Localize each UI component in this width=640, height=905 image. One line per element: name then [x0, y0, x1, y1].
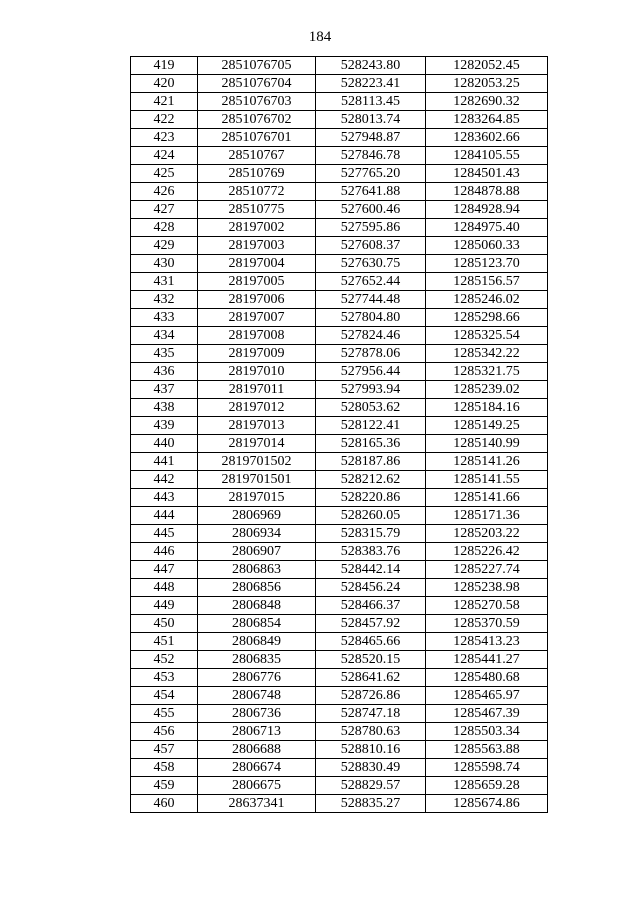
x-coordinate-cell: 527641.88: [316, 183, 426, 201]
table-row: [131, 273, 548, 291]
x-coordinate-cell: 527595.86: [316, 219, 426, 237]
y-coordinate-cell: 1285674.86: [426, 795, 548, 813]
point-number-cell: 435: [131, 345, 198, 363]
table-row: [131, 597, 548, 615]
x-coordinate-cell: 527956.44: [316, 363, 426, 381]
x-coordinate-cell: 528243.80: [316, 57, 426, 75]
point-number-cell: 437: [131, 381, 198, 399]
table-row: [131, 327, 548, 345]
table-row: [131, 237, 548, 255]
point-number-cell: 445: [131, 525, 198, 543]
x-coordinate-cell: 527878.06: [316, 345, 426, 363]
y-coordinate-cell: 1285141.66: [426, 489, 548, 507]
y-coordinate-cell: 1284975.40: [426, 219, 548, 237]
point-id-cell: 28637341: [198, 795, 316, 813]
point-id-cell: 2806863: [198, 561, 316, 579]
y-coordinate-cell: 1285184.16: [426, 399, 548, 417]
point-id-cell: 2806675: [198, 777, 316, 795]
point-id-cell: 28197003: [198, 237, 316, 255]
table-row: [131, 417, 548, 435]
point-number-cell: 450: [131, 615, 198, 633]
point-number-cell: 422: [131, 111, 198, 129]
point-number-cell: 438: [131, 399, 198, 417]
x-coordinate-cell: 528726.86: [316, 687, 426, 705]
y-coordinate-cell: 1285270.58: [426, 597, 548, 615]
point-id-cell: 2851076704: [198, 75, 316, 93]
point-number-cell: 456: [131, 723, 198, 741]
x-coordinate-cell: 528220.86: [316, 489, 426, 507]
table-row: [131, 615, 548, 633]
x-coordinate-cell: 527652.44: [316, 273, 426, 291]
x-coordinate-cell: 527630.75: [316, 255, 426, 273]
y-coordinate-cell: 1285238.98: [426, 579, 548, 597]
point-id-cell: 28197007: [198, 309, 316, 327]
x-coordinate-cell: 528810.16: [316, 741, 426, 759]
point-id-cell: 28197015: [198, 489, 316, 507]
x-coordinate-cell: 527824.46: [316, 327, 426, 345]
table-row: [131, 111, 548, 129]
table-row: [131, 75, 548, 93]
point-id-cell: 28197006: [198, 291, 316, 309]
table-row: [131, 687, 548, 705]
point-number-cell: 431: [131, 273, 198, 291]
point-id-cell: 2851076701: [198, 129, 316, 147]
x-coordinate-cell: 528113.45: [316, 93, 426, 111]
y-coordinate-cell: 1284501.43: [426, 165, 548, 183]
point-number-cell: 442: [131, 471, 198, 489]
y-coordinate-cell: 1285239.02: [426, 381, 548, 399]
y-coordinate-cell: 1285226.42: [426, 543, 548, 561]
table-row: [131, 561, 548, 579]
x-coordinate-cell: 527608.37: [316, 237, 426, 255]
table-row: [131, 201, 548, 219]
y-coordinate-cell: 1285342.22: [426, 345, 548, 363]
point-id-cell: 28510767: [198, 147, 316, 165]
point-id-cell: 2819701502: [198, 453, 316, 471]
x-coordinate-cell: 528442.14: [316, 561, 426, 579]
point-number-cell: 432: [131, 291, 198, 309]
point-number-cell: 457: [131, 741, 198, 759]
point-id-cell: 28197002: [198, 219, 316, 237]
table-row: [131, 435, 548, 453]
point-id-cell: 2806748: [198, 687, 316, 705]
y-coordinate-cell: 1285227.74: [426, 561, 548, 579]
point-id-cell: 28197005: [198, 273, 316, 291]
point-id-cell: 2806848: [198, 597, 316, 615]
table-row: [131, 57, 548, 75]
table-row: [131, 147, 548, 165]
x-coordinate-cell: 527948.87: [316, 129, 426, 147]
point-number-cell: 429: [131, 237, 198, 255]
point-number-cell: 427: [131, 201, 198, 219]
point-number-cell: 426: [131, 183, 198, 201]
y-coordinate-cell: 1282690.32: [426, 93, 548, 111]
point-id-cell: 2806776: [198, 669, 316, 687]
x-coordinate-cell: 528780.63: [316, 723, 426, 741]
x-coordinate-cell: 528260.05: [316, 507, 426, 525]
point-number-cell: 460: [131, 795, 198, 813]
x-coordinate-cell: 527765.20: [316, 165, 426, 183]
point-number-cell: 425: [131, 165, 198, 183]
point-id-cell: 28197013: [198, 417, 316, 435]
point-id-cell: 2806713: [198, 723, 316, 741]
x-coordinate-cell: 527600.46: [316, 201, 426, 219]
point-number-cell: 439: [131, 417, 198, 435]
point-id-cell: 28510772: [198, 183, 316, 201]
y-coordinate-cell: 1285141.55: [426, 471, 548, 489]
point-id-cell: 2806688: [198, 741, 316, 759]
y-coordinate-cell: 1285370.59: [426, 615, 548, 633]
x-coordinate-cell: 528456.24: [316, 579, 426, 597]
y-coordinate-cell: 1285321.75: [426, 363, 548, 381]
x-coordinate-cell: 528383.76: [316, 543, 426, 561]
point-id-cell: 2806736: [198, 705, 316, 723]
point-number-cell: 448: [131, 579, 198, 597]
table-row: [131, 507, 548, 525]
point-id-cell: 2806907: [198, 543, 316, 561]
point-number-cell: 420: [131, 75, 198, 93]
point-id-cell: 2806849: [198, 633, 316, 651]
y-coordinate-cell: 1285503.34: [426, 723, 548, 741]
table-row: [131, 309, 548, 327]
point-number-cell: 458: [131, 759, 198, 777]
point-number-cell: 440: [131, 435, 198, 453]
x-coordinate-cell: 528830.49: [316, 759, 426, 777]
point-id-cell: 28197008: [198, 327, 316, 345]
point-id-cell: 2806856: [198, 579, 316, 597]
y-coordinate-cell: 1285563.88: [426, 741, 548, 759]
x-coordinate-cell: 528641.62: [316, 669, 426, 687]
table-row: [131, 363, 548, 381]
point-number-cell: 459: [131, 777, 198, 795]
x-coordinate-cell: 528223.41: [316, 75, 426, 93]
point-number-cell: 434: [131, 327, 198, 345]
y-coordinate-cell: 1285480.68: [426, 669, 548, 687]
point-number-cell: 444: [131, 507, 198, 525]
table-row: [131, 741, 548, 759]
y-coordinate-cell: 1285467.39: [426, 705, 548, 723]
table-row: [131, 525, 548, 543]
x-coordinate-cell: 527993.94: [316, 381, 426, 399]
y-coordinate-cell: 1284105.55: [426, 147, 548, 165]
point-id-cell: 28510775: [198, 201, 316, 219]
point-id-cell: 2806934: [198, 525, 316, 543]
point-number-cell: 449: [131, 597, 198, 615]
y-coordinate-cell: 1285156.57: [426, 273, 548, 291]
point-number-cell: 423: [131, 129, 198, 147]
y-coordinate-cell: 1285325.54: [426, 327, 548, 345]
y-coordinate-cell: 1285203.22: [426, 525, 548, 543]
point-number-cell: 447: [131, 561, 198, 579]
y-coordinate-cell: 1285465.97: [426, 687, 548, 705]
point-number-cell: 452: [131, 651, 198, 669]
x-coordinate-cell: 528457.92: [316, 615, 426, 633]
point-number-cell: 454: [131, 687, 198, 705]
y-coordinate-cell: 1285413.23: [426, 633, 548, 651]
point-number-cell: 441: [131, 453, 198, 471]
table-row: [131, 759, 548, 777]
table-row: [131, 345, 548, 363]
point-id-cell: 2851076703: [198, 93, 316, 111]
table-row: [131, 255, 548, 273]
x-coordinate-cell: 528465.66: [316, 633, 426, 651]
table-row: [131, 669, 548, 687]
point-number-cell: 436: [131, 363, 198, 381]
x-coordinate-cell: 527744.48: [316, 291, 426, 309]
point-id-cell: 2806854: [198, 615, 316, 633]
table-row: [131, 543, 548, 561]
point-id-cell: 28197014: [198, 435, 316, 453]
table-row: [131, 723, 548, 741]
y-coordinate-cell: 1283264.85: [426, 111, 548, 129]
y-coordinate-cell: 1284878.88: [426, 183, 548, 201]
x-coordinate-cell: 528122.41: [316, 417, 426, 435]
y-coordinate-cell: 1283602.66: [426, 129, 548, 147]
point-number-cell: 433: [131, 309, 198, 327]
y-coordinate-cell: 1285140.99: [426, 435, 548, 453]
table-row: [131, 219, 548, 237]
table-row: [131, 129, 548, 147]
table-row: [131, 777, 548, 795]
table-row: [131, 399, 548, 417]
x-coordinate-cell: 528829.57: [316, 777, 426, 795]
table-row: [131, 165, 548, 183]
point-id-cell: 2806835: [198, 651, 316, 669]
x-coordinate-cell: 527804.80: [316, 309, 426, 327]
x-coordinate-cell: 528187.86: [316, 453, 426, 471]
x-coordinate-cell: 528315.79: [316, 525, 426, 543]
point-number-cell: 446: [131, 543, 198, 561]
table-row: [131, 705, 548, 723]
y-coordinate-cell: 1285060.33: [426, 237, 548, 255]
y-coordinate-cell: 1285441.27: [426, 651, 548, 669]
table-row: [131, 381, 548, 399]
point-id-cell: 28197004: [198, 255, 316, 273]
point-number-cell: 430: [131, 255, 198, 273]
y-coordinate-cell: 1285171.36: [426, 507, 548, 525]
y-coordinate-cell: 1282053.25: [426, 75, 548, 93]
table-row: [131, 93, 548, 111]
y-coordinate-cell: 1284928.94: [426, 201, 548, 219]
x-coordinate-cell: 528835.27: [316, 795, 426, 813]
y-coordinate-cell: 1285246.02: [426, 291, 548, 309]
point-number-cell: 424: [131, 147, 198, 165]
y-coordinate-cell: 1285659.28: [426, 777, 548, 795]
y-coordinate-cell: 1285123.70: [426, 255, 548, 273]
page-number: 184: [308, 29, 332, 45]
point-number-cell: 443: [131, 489, 198, 507]
x-coordinate-cell: 528212.62: [316, 471, 426, 489]
table-row: [131, 471, 548, 489]
point-id-cell: 28197010: [198, 363, 316, 381]
point-id-cell: 2851076705: [198, 57, 316, 75]
point-id-cell: 2806969: [198, 507, 316, 525]
y-coordinate-cell: 1285298.66: [426, 309, 548, 327]
point-id-cell: 28197012: [198, 399, 316, 417]
point-number-cell: 453: [131, 669, 198, 687]
y-coordinate-cell: 1285149.25: [426, 417, 548, 435]
y-coordinate-cell: 1285598.74: [426, 759, 548, 777]
table-row: [131, 183, 548, 201]
coordinates-table: [130, 56, 548, 813]
table-row: [131, 453, 548, 471]
x-coordinate-cell: 527846.78: [316, 147, 426, 165]
point-id-cell: 2819701501: [198, 471, 316, 489]
table-row: [131, 633, 548, 651]
x-coordinate-cell: 528520.15: [316, 651, 426, 669]
x-coordinate-cell: 528747.18: [316, 705, 426, 723]
point-id-cell: 28510769: [198, 165, 316, 183]
point-number-cell: 451: [131, 633, 198, 651]
x-coordinate-cell: 528466.37: [316, 597, 426, 615]
x-coordinate-cell: 528053.62: [316, 399, 426, 417]
point-number-cell: 421: [131, 93, 198, 111]
coordinates-table-body: [131, 57, 548, 813]
point-id-cell: 28197011: [198, 381, 316, 399]
table-row: [131, 651, 548, 669]
table-row: [131, 489, 548, 507]
point-id-cell: 28197009: [198, 345, 316, 363]
point-id-cell: 2851076702: [198, 111, 316, 129]
point-number-cell: 455: [131, 705, 198, 723]
table-row: [131, 291, 548, 309]
y-coordinate-cell: 1285141.26: [426, 453, 548, 471]
x-coordinate-cell: 528165.36: [316, 435, 426, 453]
point-id-cell: 2806674: [198, 759, 316, 777]
point-number-cell: 428: [131, 219, 198, 237]
table-row: [131, 579, 548, 597]
point-number-cell: 419: [131, 57, 198, 75]
x-coordinate-cell: 528013.74: [316, 111, 426, 129]
table-row: [131, 795, 548, 813]
y-coordinate-cell: 1282052.45: [426, 57, 548, 75]
